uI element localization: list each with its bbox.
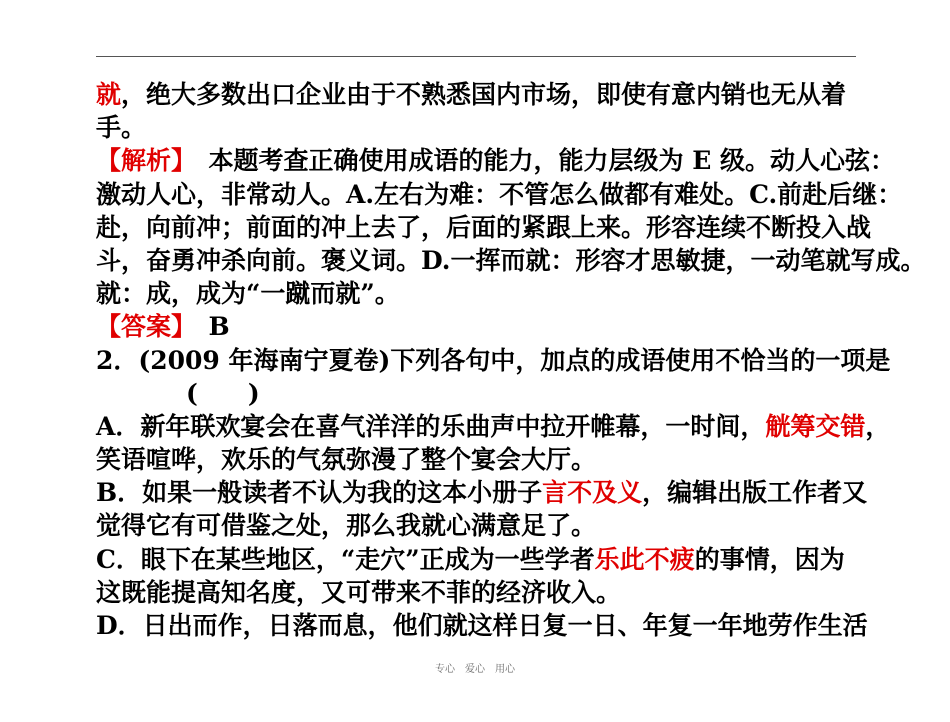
- document-body: [96, 78, 926, 642]
- text-line: 激动人心，非常动人。A.左右为难：不管怎么做都有难处。C.前赴后继：: [96, 179, 903, 209]
- text-line: 就，绝大多数出口企业由于不熟悉国内市场，即使有意内销也无从着: [96, 80, 847, 109]
- text-line: 赴，向前冲；前面的冲上去了，后面的紧跟上来。形容连续不断投入战: [96, 212, 872, 242]
- text-line: 这既能提高知名度，又可带来不菲的经济收入。: [96, 577, 622, 607]
- answer-line: 【答案】 B: [96, 312, 230, 342]
- answer-blank: ( ): [186, 378, 260, 408]
- header-rule: [96, 56, 856, 57]
- page-footer: 专心 爱心 用心: [435, 664, 515, 675]
- option-b-line: B．如果一般读者不认为我的这本小册子言不及义，编辑出版工作者又: [96, 478, 868, 508]
- option-a-line: A．新年联欢宴会在喜气洋洋的乐曲声中拉开帷幕，一时间，觥筹交错，: [96, 411, 891, 441]
- text-line: 觉得它有可借鉴之处，那么我就心满意足了。: [96, 511, 597, 541]
- option-c-line: C．眼下在某些地区，“走穴”正成为一些学者乐此不疲的事情，因为: [96, 544, 845, 574]
- option-d-line: D．日出而作，日落而息，他们就这样日复一日、年复一年地劳作生活: [96, 611, 868, 640]
- question-line: 2．(2009 年海南宁夏卷)下列各句中，加点的成语使用不恰当的一项是: [96, 345, 891, 375]
- text-line: 斗，奋勇冲杀向前。褒义词。D.一挥而就：形容才思敏捷，一动笔就写成。: [96, 245, 926, 275]
- text-line: 笑语喧哗，欢乐的气氛弥漫了整个宴会大厅。: [96, 445, 597, 475]
- text-line: 就：成，成为“一蹴而就”。: [96, 279, 400, 309]
- text-line: 手。: [96, 113, 147, 143]
- analysis-line: 【解析】 本题考查正确使用成语的能力，能力层级为 E 级。动人心弦：: [96, 146, 895, 176]
